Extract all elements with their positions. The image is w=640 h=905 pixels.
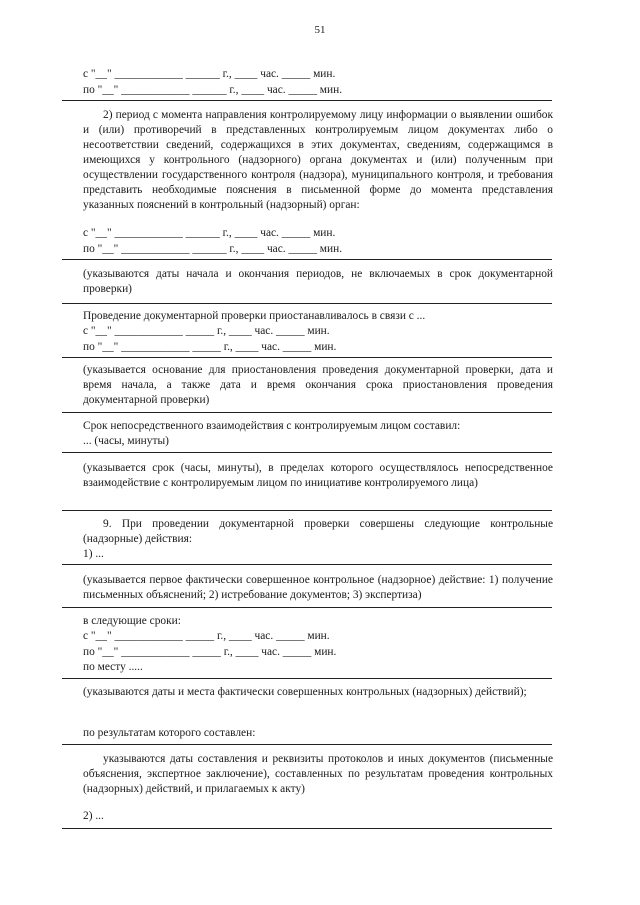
note-periods: (указываются даты начала и окончания периодов, не включаемых в срок документарной проверки) (83, 268, 553, 295)
divider (62, 744, 552, 745)
terms-to: по "__" ____________ _____ г., ____ час. _____ мин. (83, 646, 337, 658)
section-9-text: 9. При проведении документарной проверки совершены следующие контрольные (надзорные) действия: (83, 518, 553, 545)
interaction-block (83, 419, 553, 449)
paragraph-period-2 (83, 108, 553, 213)
terms-heading: в следующие сроки: (83, 615, 181, 627)
divider (62, 510, 552, 511)
period-2-text: 2) период с момента направления контролируемому лицу информации о выявлении ошибок и (или) противоречий в представленных контролируемым лицом документах либо о несоответствии сведений, содержащихся в этих документах, сведениям, содержащимся в имеющихся у контрольного (надзорного) органа документах и (или) полученным при осуществлении государственного контроля (надзора), муниципального контроля, и требования представить необходимые пояснения в письменной форме до момента представления указанных пояснений в контрольный (надзорный) орган: (83, 109, 553, 211)
terms-from: с "__" ____________ _____ г., ____ час. _____ мин. (83, 630, 330, 642)
note-first-action: (указывается первое фактически совершенное контрольное (надзорное) действие: 1) получение письменных объяснений; 2) истребование документов; 3) экспертиза) (83, 574, 553, 601)
period-1-from: с "__" ____________ ______ г., ____ час. _____ мин. (83, 68, 336, 80)
period-1-to: по "__" ____________ ______ г., ____ час. _____ мин. (83, 84, 343, 96)
note-places: (указываются даты и места фактически совершенных контрольных (надзорных) действий); (83, 686, 527, 698)
divider (62, 564, 552, 565)
divider (62, 259, 552, 260)
note-suspension: (указывается основание для приостановления проведения документарной проверки, дата и время начала, а также дата и время окончания срока приостановления проведения документарной проверки) (83, 364, 553, 406)
note-protocols: указываются даты составления и реквизиты протоколов и иных документов (письменные объяснения, экспертное заключение), составленных по результатам проведения контрольных (надзорных) действий, и прилагаемых к акту) (83, 753, 553, 795)
divider (62, 412, 552, 413)
divider (62, 678, 552, 679)
divider (62, 303, 552, 304)
divider (62, 828, 552, 829)
page-number: 51 (314, 24, 326, 36)
divider (62, 100, 552, 101)
period-2-from: с "__" ____________ ______ г., ____ час. _____ мин. (83, 227, 336, 239)
suspension-block (83, 309, 553, 324)
note-interaction: (указывается срок (часы, минуты), в пределах которого осуществлялось непосредственное взаимодействие с контролируемым лицом по инициативе контролируемого лица) (83, 462, 553, 489)
terms-place: по месту ..... (83, 661, 143, 673)
action-1: 1) ... (83, 548, 104, 560)
divider (62, 452, 552, 453)
period-2-to: по "__" ____________ ______ г., ____ час. _____ мин. (83, 243, 343, 255)
suspension-from: с "__" ____________ _____ г., ____ час. _____ мин. (83, 325, 330, 337)
suspension-text: Проведение документарной проверки приостанавливалось в связи с ... (83, 310, 426, 322)
section-9 (83, 517, 553, 547)
interaction-value: ... (часы, минуты) (83, 435, 169, 447)
results-label: по результатам которого составлен: (83, 727, 256, 739)
interaction-text: Срок непосредственного взаимодействия с контролируемым лицом составил: (83, 420, 461, 432)
suspension-to: по "__" ____________ _____ г., ____ час. _____ мин. (83, 341, 337, 353)
divider (62, 357, 552, 358)
divider (62, 607, 552, 608)
action-2: 2) ... (83, 810, 104, 822)
